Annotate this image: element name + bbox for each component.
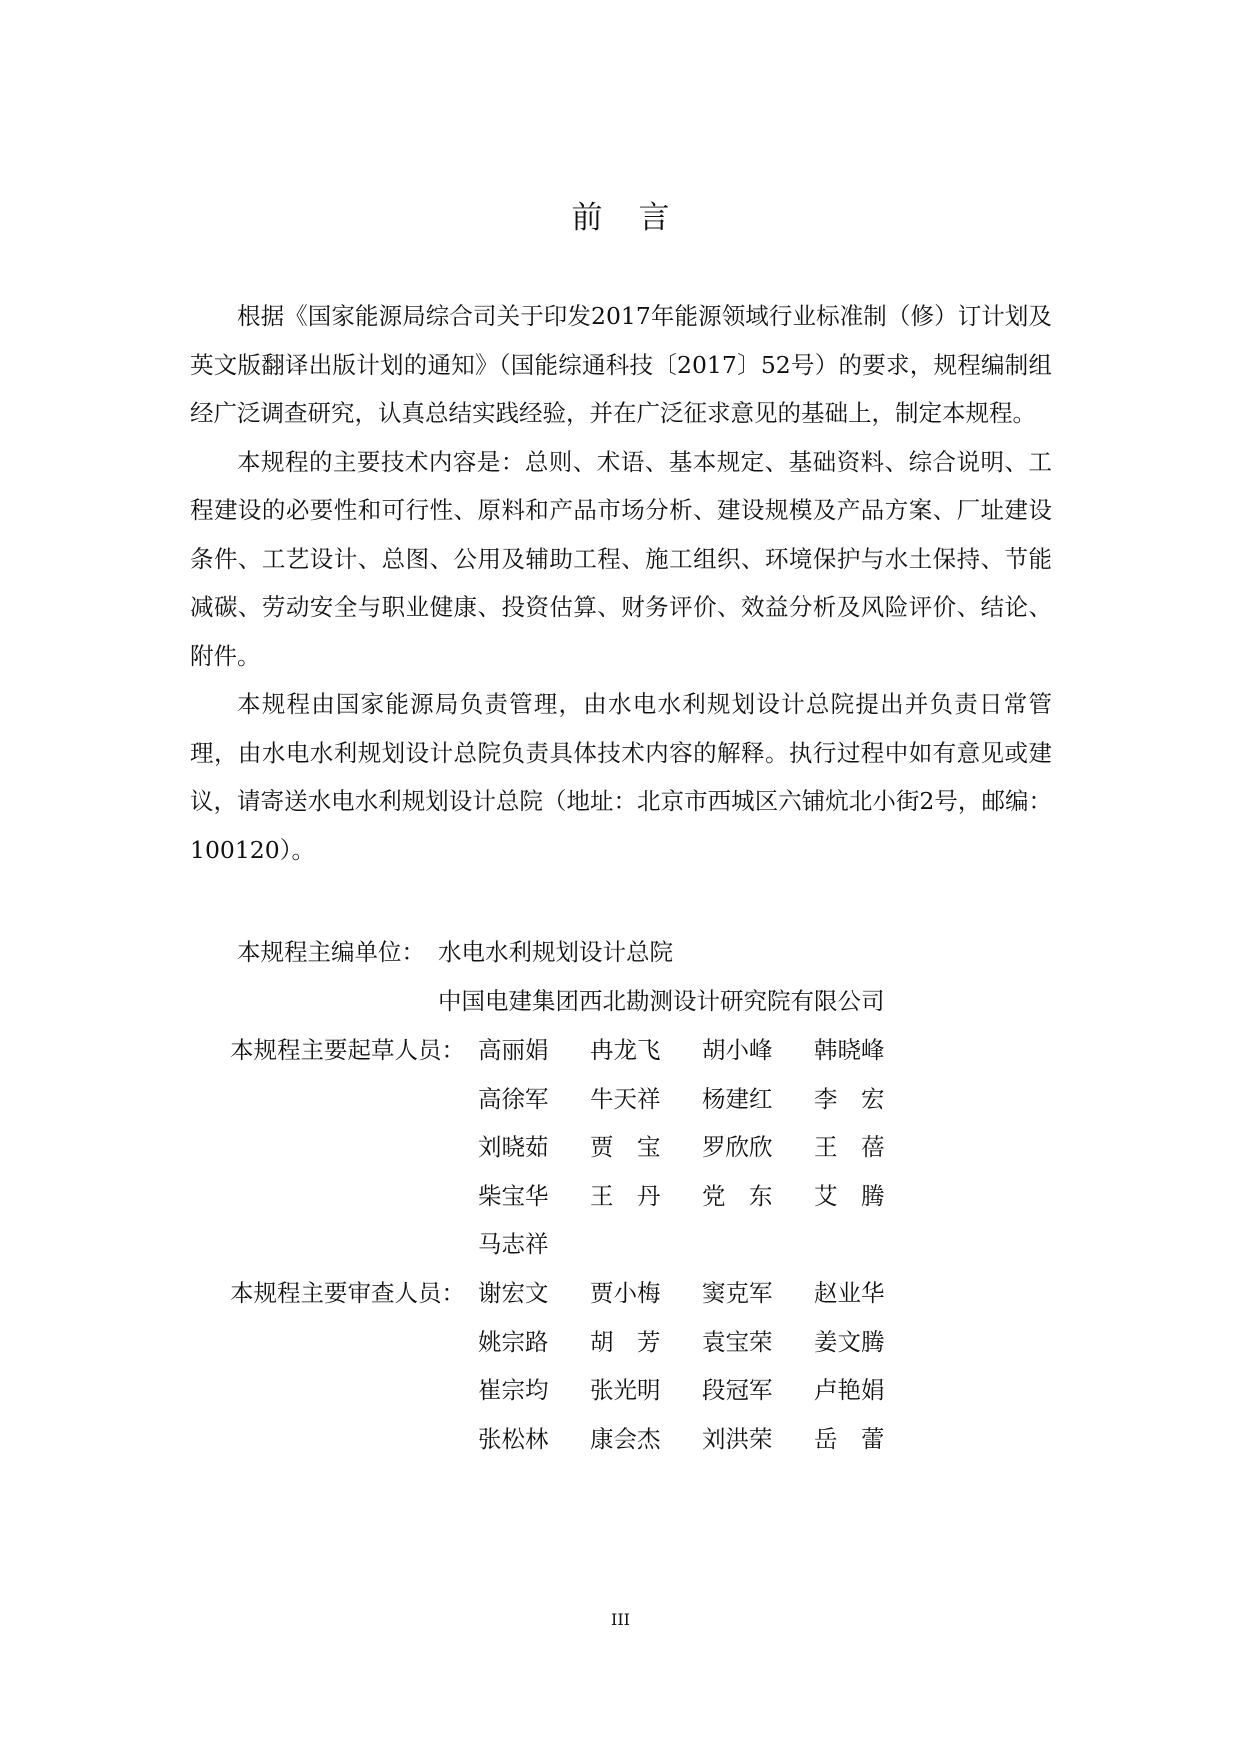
drafter-name: 刘晓茹 — [478, 1133, 549, 1161]
drafter-name: 牛天祥 — [590, 1084, 661, 1113]
reviewer-name: 赵业华 — [814, 1279, 885, 1307]
page-number: III — [611, 1610, 630, 1629]
reviewer-name: 胡 芳 — [590, 1327, 661, 1356]
drafter-name: 胡小峰 — [702, 1036, 773, 1064]
drafter-name: 杨建红 — [702, 1084, 773, 1113]
reviewer-name: 康会杰 — [590, 1424, 661, 1453]
editing-unit: 水电水利规划设计总院 — [438, 938, 673, 966]
page-title: 前言 — [571, 200, 706, 236]
drafter-name: 贾 宝 — [590, 1133, 661, 1161]
reviewer-name: 贾小梅 — [590, 1279, 661, 1307]
preface-body — [190, 292, 1052, 874]
reviewer-name: 崔宗均 — [478, 1376, 549, 1404]
paragraph: 本规程的主要技术内容是：总则、术语、基本规定、基础资料、综合说明、工程建设的必要性和可行性、原料和产品市场分析、建设规模及产品方案、厂址建设条件、工艺设计、总图、公用及辅助工程、施工组织、环境保护与水土保持、节能减碳、劳动安全与职业健康、投资估算、财务评价、效益分析及风险评价、结论、附件。 — [190, 447, 1052, 670]
drafter-name: 王 蓓 — [814, 1133, 885, 1161]
paragraph: 根据《国家能源局综合司关于印发2017年能源领域行业标准制（修）订计划及英文版翻译出版计划的通知》（国能综通科技〔2017〕52号）的要求，规程编制组经广泛调查研究，认真总结实践经验，并在广泛征求意见的基础上，制定本规程。 — [190, 302, 1052, 427]
reviewer-name: 谢宏文 — [478, 1279, 549, 1307]
drafters-label: 本规程主要起草人员： — [230, 1036, 465, 1064]
drafter-name: 柴宝华 — [478, 1181, 549, 1210]
editing-units-label: 本规程主编单位： — [237, 938, 425, 966]
reviewer-name: 段冠军 — [702, 1376, 773, 1404]
drafter-name: 冉龙飞 — [590, 1036, 661, 1064]
editing-unit: 中国电建集团西北勘测设计研究院有限公司 — [438, 986, 885, 1015]
reviewer-name: 张松林 — [478, 1424, 549, 1453]
reviewer-name: 张光明 — [590, 1376, 661, 1404]
drafters-list — [230, 1026, 926, 1269]
reviewer-name: 岳 蕾 — [814, 1424, 885, 1453]
reviewers-list — [230, 1269, 926, 1463]
drafter-name: 李 宏 — [814, 1084, 885, 1113]
drafter-name: 罗欣欣 — [702, 1133, 773, 1161]
reviewer-name: 刘洪荣 — [702, 1424, 773, 1453]
reviewer-name: 姜文腾 — [814, 1327, 885, 1356]
reviewer-name: 窦克军 — [702, 1279, 773, 1307]
drafter-name: 王 丹 — [590, 1181, 661, 1210]
drafter-name: 马志祥 — [478, 1230, 549, 1258]
drafter-name: 艾 腾 — [814, 1181, 885, 1210]
drafter-name: 党 东 — [702, 1181, 773, 1210]
reviewer-name: 姚宗路 — [478, 1327, 549, 1356]
editing-units — [237, 928, 885, 1025]
reviewer-name: 卢艳娟 — [814, 1376, 885, 1404]
paragraph: 本规程由国家能源局负责管理，由水电水利规划设计总院提出并负责日常管理，由水电水利规划设计总院负责具体技术内容的解释。执行过程中如有意见或建议，请寄送水电水利规划设计总院（地址：北京市西城区六铺炕北小街2号，邮编：100120）。 — [190, 690, 1052, 864]
reviewers-label: 本规程主要审查人员： — [230, 1279, 465, 1307]
drafter-name: 高徐军 — [478, 1084, 549, 1113]
drafter-name: 高丽娟 — [478, 1036, 549, 1064]
reviewer-name: 袁宝荣 — [702, 1327, 773, 1356]
drafter-name: 韩晓峰 — [814, 1036, 885, 1064]
